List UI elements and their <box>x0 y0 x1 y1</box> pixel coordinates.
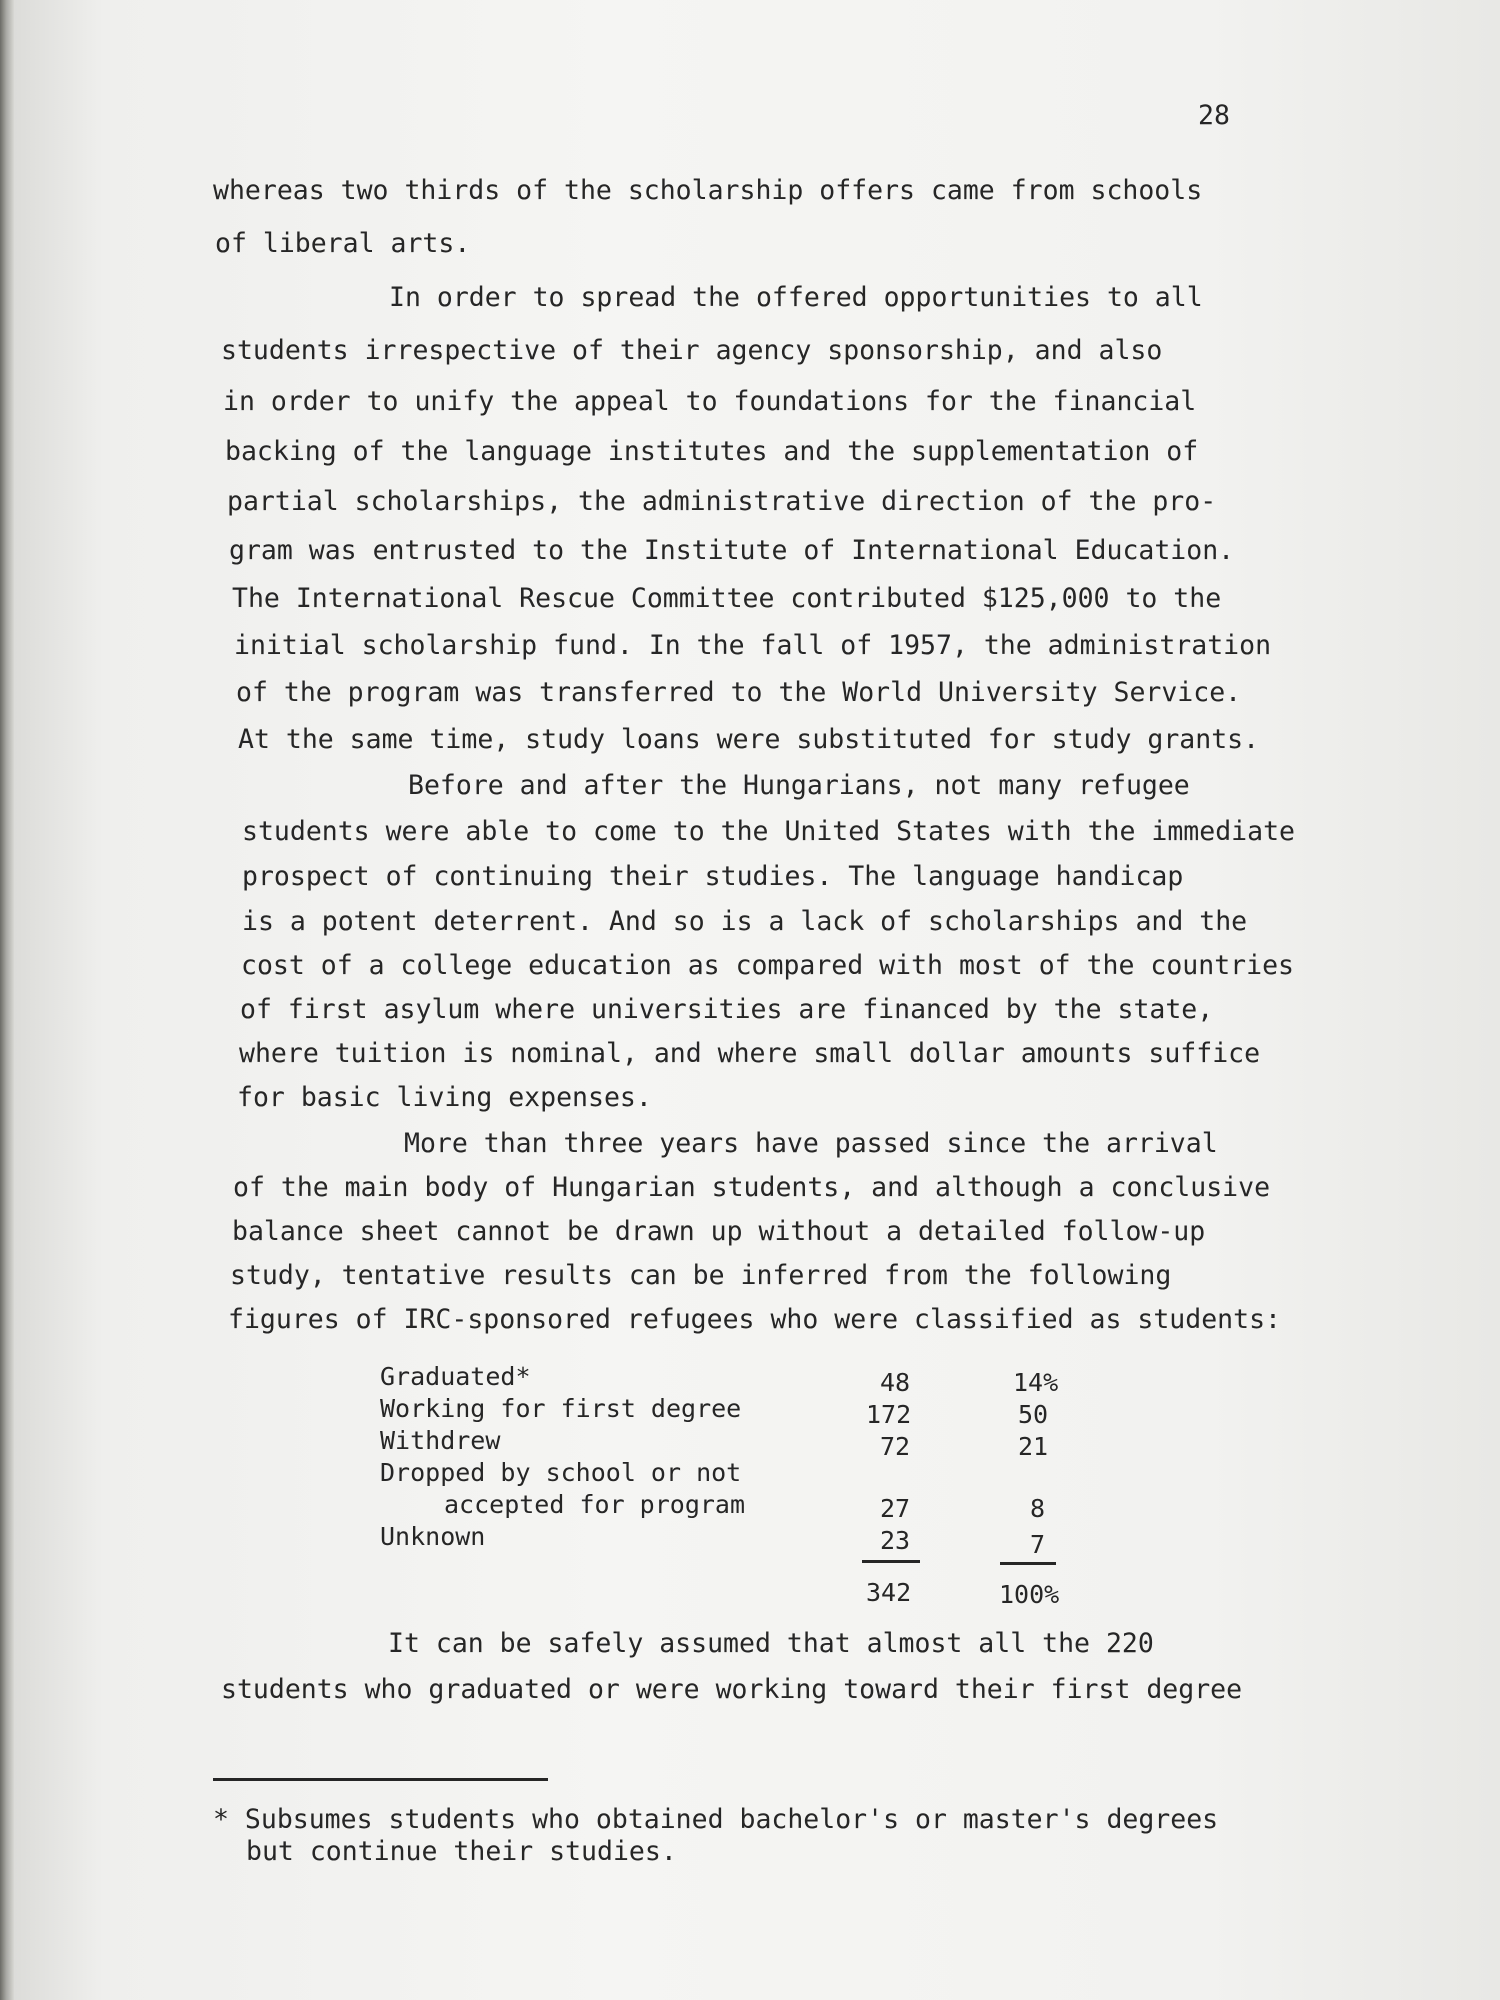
table-row-label: Withdrew <box>380 1426 501 1455</box>
text-line: Before and after the Hungarians, not many refugee <box>408 770 1190 801</box>
text-line: in order to unify the appeal to foundations for the financial <box>223 386 1197 417</box>
text-line: for basic living expenses. <box>237 1082 652 1113</box>
table-row-label: Graduated* <box>380 1362 531 1391</box>
text-line: of first asylum where universities are financed by the state, <box>240 994 1214 1025</box>
footnote-line: but continue their studies. <box>246 1836 677 1867</box>
text-line: whereas two thirds of the scholarship offers came from schools <box>213 175 1203 206</box>
table-total-percent: 100% <box>999 1580 1060 1609</box>
text-line: study, tentative results can be inferred from the following <box>230 1260 1172 1291</box>
text-line: students were able to come to the United States with the immediate <box>242 816 1295 847</box>
table-row-percent: 14% <box>1013 1368 1059 1397</box>
table-row-count: 72 <box>880 1432 911 1461</box>
table-row-label: Unknown <box>380 1522 486 1551</box>
text-line: cost of a college education as compared with most of the countries <box>241 950 1294 981</box>
text-line: backing of the language institutes and the supplementation of <box>225 436 1199 467</box>
text-line: prospect of continuing their studies. The language handicap <box>242 861 1184 892</box>
text-line: At the same time, study loans were substituted for study grants. <box>238 724 1260 755</box>
text-line: of the program was transferred to the World University Service. <box>236 677 1242 708</box>
table-row-label: Working for first degree <box>380 1394 742 1423</box>
table-row-percent: 21 <box>1018 1432 1049 1461</box>
text-line: students who graduated or were working toward their first degree <box>221 1674 1243 1705</box>
table-row-count: 23 <box>880 1526 911 1555</box>
text-line: partial scholarships, the administrative direction of the pro- <box>227 486 1217 517</box>
table-row-count: 48 <box>880 1368 911 1397</box>
table-total-count: 342 <box>866 1578 912 1607</box>
text-line: of liberal arts. <box>215 228 471 259</box>
footnote-separator <box>213 1778 548 1781</box>
text-line: of the main body of Hungarian students, and although a conclusive <box>233 1172 1271 1203</box>
text-line: The International Rescue Committee contributed $125,000 to the <box>232 583 1222 614</box>
text-line: It can be safely assumed that almost all the 220 <box>388 1628 1154 1659</box>
book-binding-shadow <box>0 0 14 2000</box>
text-line: More than three years have passed since the arrival <box>404 1128 1218 1159</box>
table-row-label: Dropped by school or not <box>380 1458 742 1487</box>
page-number: 28 <box>1198 100 1230 131</box>
footnote-line: * Subsumes students who obtained bachelor's or master's degrees <box>213 1804 1219 1835</box>
table-row-percent: 7 <box>1030 1530 1046 1559</box>
table-row-label: accepted for program <box>444 1490 746 1519</box>
document-page <box>14 0 1500 2000</box>
text-line: figures of IRC-sponsored refugees who were classified as students: <box>228 1304 1281 1335</box>
sum-rule-percent <box>1000 1562 1056 1565</box>
text-line: balance sheet cannot be drawn up without a detailed follow-up <box>232 1216 1206 1247</box>
text-line: students irrespective of their agency sponsorship, and also <box>221 335 1163 366</box>
table-row-percent: 50 <box>1018 1400 1049 1429</box>
sum-rule-count <box>862 1560 920 1563</box>
table-row-count: 27 <box>880 1494 911 1523</box>
text-line: is a potent deterrent. And so is a lack of scholarships and the <box>242 906 1248 937</box>
text-line: where tuition is nominal, and where small dollar amounts suffice <box>239 1038 1261 1069</box>
table-row-percent: 8 <box>1030 1494 1046 1523</box>
table-row-count: 172 <box>866 1400 912 1429</box>
text-line: initial scholarship fund. In the fall of 1957, the administration <box>234 630 1272 661</box>
text-line: In order to spread the offered opportunities to all <box>389 282 1203 313</box>
text-line: gram was entrusted to the Institute of International Education. <box>229 535 1235 566</box>
